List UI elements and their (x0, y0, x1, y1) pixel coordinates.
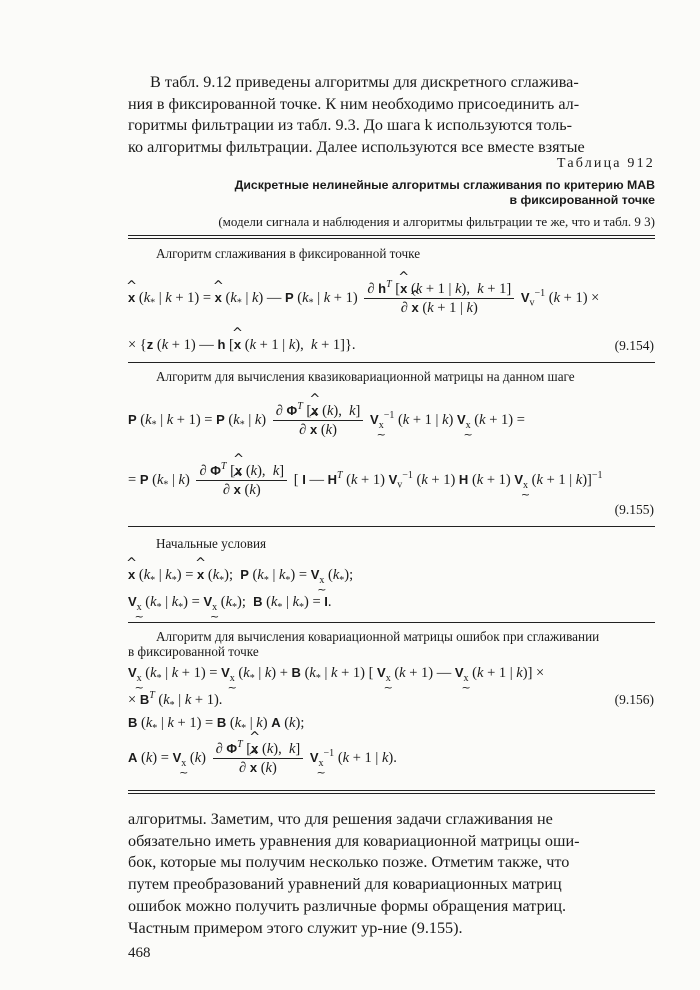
equation-9156-line3: B ($k_*$ | k + 1) = B ($k_*$ | k) A (k); (128, 715, 305, 734)
initial-conditions-line1: ^ x ($k_*$ | $k_*$) = ^ x $(k_*)$; P ($k_*$ | $k_*) = V_x$ $(k_*)$; (128, 566, 353, 584)
section-heading: Алгоритм для вычисления ковариационной матрицы ошибок при сглаживании (156, 629, 600, 644)
equation-9155-line2: = P ($k_*$ | k) $\frac{\partial \Phi^T [\^{} x (k), k]}{\partial \^{} x (k)}$ [ I — $H^T$ (k + 1) $V_v^{-1}$ (k + 1) H (k + 1) $V_x$ (k + 1 | k)]$^{-1}$ (128, 462, 603, 499)
equation-9154-line1: ^ x ($k_*$ | k + 1) = ^ x ($k_*$ | k) — P ($k_*$ | k + 1) $\frac{\partial h^T [\^{} x (k + 1 | k), k + 1]}{\partial \^{} x (k + 1 | k)}$ $V_v^{-1}$ (k + 1) × (128, 280, 599, 317)
equation-9155-line1: P ($k_*$ | k + 1) = P ($k_*$ | k) $\frac{\partial \Phi^T [\^{} x (k), k]}{\partial \^{} x (k)}$ $V_x^{-1}$ (k + 1 | k) $V_x$ (k + 1) = (128, 402, 525, 439)
table-bottom-rule (128, 790, 655, 794)
outro-line: путем преобразований уравнений для ковариационных матриц (128, 875, 562, 894)
equation-number: (9.155) (614, 502, 654, 517)
equation-number: (9.156) (614, 692, 654, 707)
outro-line: алгоритмы. Заметим, что для решения задачи сглаживания не (128, 810, 553, 828)
intro-line: ко алгоритмы фильтрации. Далее используются все вместе взятые (128, 137, 585, 156)
table-title-line: в фиксированной точке (509, 193, 655, 207)
section-heading: Алгоритм для вычисления квазиковариационной матрицы на данном шаге (156, 369, 575, 384)
section-heading: Алгоритм сглаживания в фиксированной точке (156, 246, 421, 261)
intro-paragraph (128, 72, 656, 158)
initial-conditions-line2: $V_x$ ($k_*$ | $k_*) = V_x$ $(k_*)$; B ($k_*$ | $k_*) = I$. (128, 594, 332, 613)
intro-line: В табл. 9.12 приведены алгоритмы для дискретного сглажива- (150, 73, 579, 91)
intro-line: ния в фиксированной точке. К ним необходимо присоединить ал- (128, 94, 580, 113)
equation-9156-line4: A $(k) = V_x$ (k) $\frac{\partial \Phi^T [\^{} x (k), k]}{\partial \^{} x (k)}$ $V_x^{-1}$ (k + 1 | k). (128, 740, 397, 777)
table-number: Таблица 912 (556, 156, 655, 171)
equation-9156-line2: × $B^T$ ($k_*$ | k + 1). (128, 690, 223, 711)
intro-line: горитмы фильтрации из табл. 9.3. До шага k используются толь- (128, 116, 573, 134)
outro-line: обязательно иметь уравнения для ковариационной матрицы оши- (128, 831, 580, 850)
table-note: (модели сигнала и наблюдения и алгоритмы фильтрации те же, что и табл. 9 3) (218, 214, 655, 229)
table-title (128, 178, 655, 208)
equation-9154-line2: × {z (k + 1) — h [^ x (k + 1 | k), k + 1]}. (128, 336, 356, 354)
outro-line: бок, которые мы получим несколько позже. Отметим также, что (128, 853, 570, 872)
section-heading-cont: в фиксированной точке (128, 644, 259, 659)
table-title-line: Дискретные нелинейные алгоритмы сглаживания по критерию МАВ (234, 178, 655, 192)
equation-number: (9.154) (614, 338, 654, 353)
outro-paragraph (128, 809, 656, 939)
outro-line: Частным примером этого служит ур-ние (9.155). (128, 918, 463, 937)
table-rule (128, 362, 655, 363)
table-rule (128, 622, 655, 623)
outro-line: ошибок можно получить различные формы обращения матриц. (128, 896, 567, 915)
section-heading: Начальные условия (156, 536, 267, 551)
page-number: 468 (128, 945, 151, 961)
table-top-rule (128, 235, 655, 239)
table-rule (128, 526, 655, 527)
equation-9156-line1: $V_x$ ($k_*$ | $k + 1) = V_x$ ($k_*$ | k) + B ($k_*$ | k + 1) [ $V_x$ (k + 1) — $V_x$ (k + 1 | k)] × (128, 665, 545, 684)
